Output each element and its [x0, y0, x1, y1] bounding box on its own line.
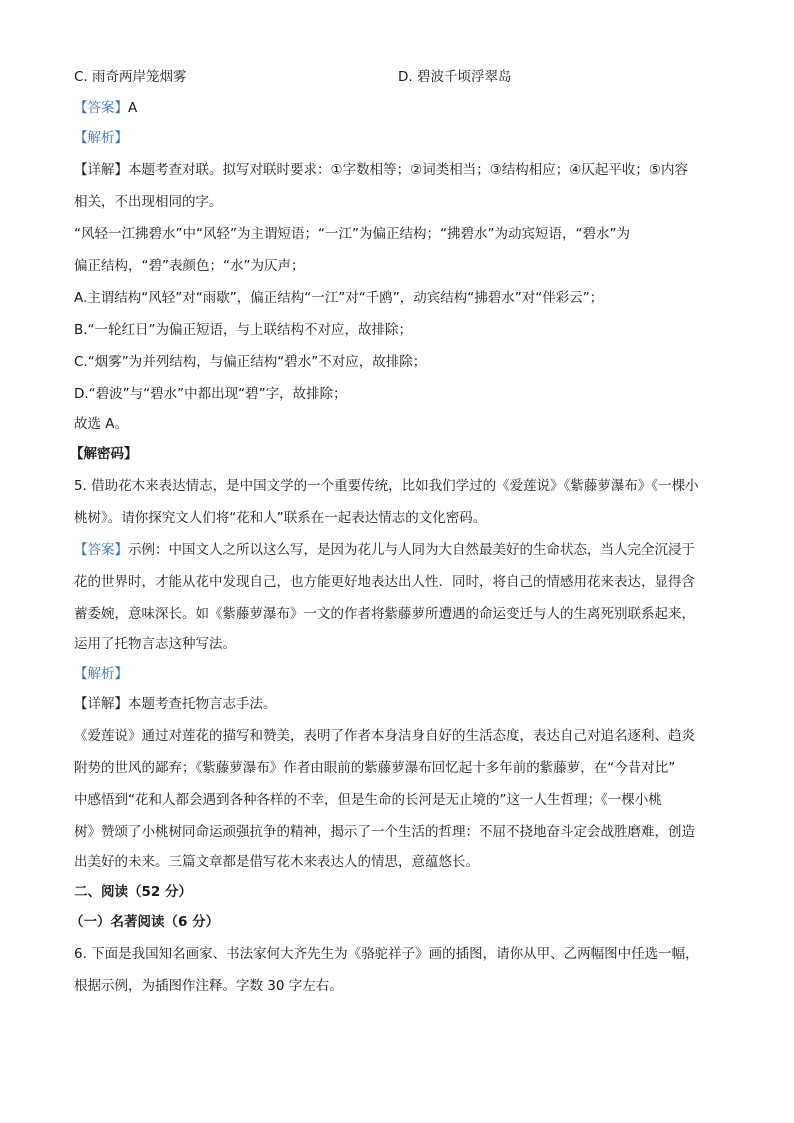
detail-tag: 【详解】 — [74, 162, 128, 178]
q5-answer-line-1 — [74, 540, 695, 560]
q5-paragraph-line-5: 出美好的未来。三篇文章都是借写花木来表达人的情思，意蕴悠长。 — [74, 854, 479, 870]
q4-option-a-analysis: A.主谓结构“风轻”对“雨歇”，偏正结构“一江”对“千鸥”，动宾结构“拂碧水”对“伴彩云”； — [74, 290, 604, 306]
q5-question-line-2: 桃树》。请你探究文人们将“花和人”联系在一起表达情志的文化密码。 — [74, 510, 487, 526]
q6-question-line-1: 6. 下面是我国知名画家、书法家何大齐先生为《骆驼祥子》画的插图，请你从甲、乙两幅图中任选一幅， — [74, 946, 699, 962]
detail-text: 本题考查托物言志手法。 — [128, 696, 277, 712]
answer-tag: 【答案】 — [74, 542, 128, 558]
q4-answer — [74, 98, 137, 118]
q5-paragraph-line-3: 中感悟到“花和人都会遇到各种各样的不幸，但是生命的长河是无止境的”这一人生哲理；《一棵小桃 — [74, 792, 662, 808]
q6-question-line-2: 根据示例，为插图作注释。字数 30 字左右。 — [74, 978, 343, 994]
q5-paragraph-line-2: 附势的世风的鄙弃；《紫藤萝瀑布》作者由眼前的紫藤萝瀑布回忆起十多年前的紫藤萝，在“今昔对比” — [74, 760, 676, 776]
q4-conclusion: 故选 A。 — [74, 416, 129, 432]
q4-option-c-analysis: C.“烟雾”为并列结构，与偏正结构“碧水”不对应，故排除； — [74, 354, 427, 370]
section-2-title: 二、阅读（52 分） — [74, 884, 192, 900]
q4-detail-line-1 — [74, 160, 688, 180]
q5-answer-line-3: 蓄委婉，意味深长。如《紫藤萝瀑布》一文的作者将紫藤萝所遭遇的命运变迁与人的生离死别联系起来， — [74, 606, 695, 622]
option-c: C. 雨奇两岸笼烟雾 — [74, 69, 187, 85]
q5-question-line-1: 5. 借助花木来表达情志，是中国文学的一个重要传统，比如我们学过的《爱莲说》《紫藤萝瀑布》《一棵小 — [74, 478, 699, 494]
answer-value: A — [128, 100, 138, 116]
q4-option-b-analysis: B.“一轮红日”为偏正短语，与上联结构不对应，故排除； — [74, 322, 413, 338]
q4-option-d-analysis: D.“碧波”与“碧水”中都出现“碧”字，故排除； — [74, 386, 347, 402]
section-2-subtitle: （一）名著阅读（6 分） — [70, 914, 220, 930]
q4-analysis-tag: 【解析】 — [74, 130, 128, 146]
q4-paragraph-1-line-2: 偏正结构，“碧”表颜色；“水”为仄声； — [74, 258, 305, 274]
answer-tag: 【答案】 — [74, 100, 128, 116]
q5-paragraph-line-4: 树》赞颂了小桃树同命运顽强抗争的精神，揭示了一个生活的哲理：不屈不挠地奋斗定会战胜磨难，创造 — [74, 824, 695, 840]
q5-answer-line-2: 花的世界时，才能从花中发现自己，也方能更好地表达出人性．同时，将自己的情感用花来表达，显得含 — [74, 574, 695, 590]
answer-text: 示例：中国文人之所以这么写，是因为花儿与人同为大自然最美好的生命状态，当人完全沉浸于 — [128, 542, 695, 558]
q5-answer-line-4: 运用了托物言志这种写法。 — [74, 636, 236, 652]
detail-text: 本题考查对联。拟写对联时要求：①字数相等；②词类相当；③结构相应；④仄起平收；⑤内容 — [128, 162, 689, 178]
detail-tag: 【详解】 — [74, 696, 128, 712]
option-d: D. 碧波千顷浮翠岛 — [398, 69, 512, 85]
secret-code-heading: 【解密码】 — [70, 446, 138, 462]
q5-detail — [74, 694, 277, 714]
q5-analysis-tag: 【解析】 — [74, 666, 128, 682]
q5-paragraph-line-1: 《爱莲说》通过对莲花的描写和赞美，表明了作者本身洁身自好的生活态度，表达自己对追名逐利、趋炎 — [74, 728, 695, 744]
q4-paragraph-1-line-1: “风轻一江拂碧水”中“风轻”为主谓短语；“一江”为偏正结构；“拂碧水”为动宾短语，“碧水”为 — [74, 226, 630, 242]
q4-detail-line-2: 相关，不出现相同的字。 — [74, 194, 223, 210]
